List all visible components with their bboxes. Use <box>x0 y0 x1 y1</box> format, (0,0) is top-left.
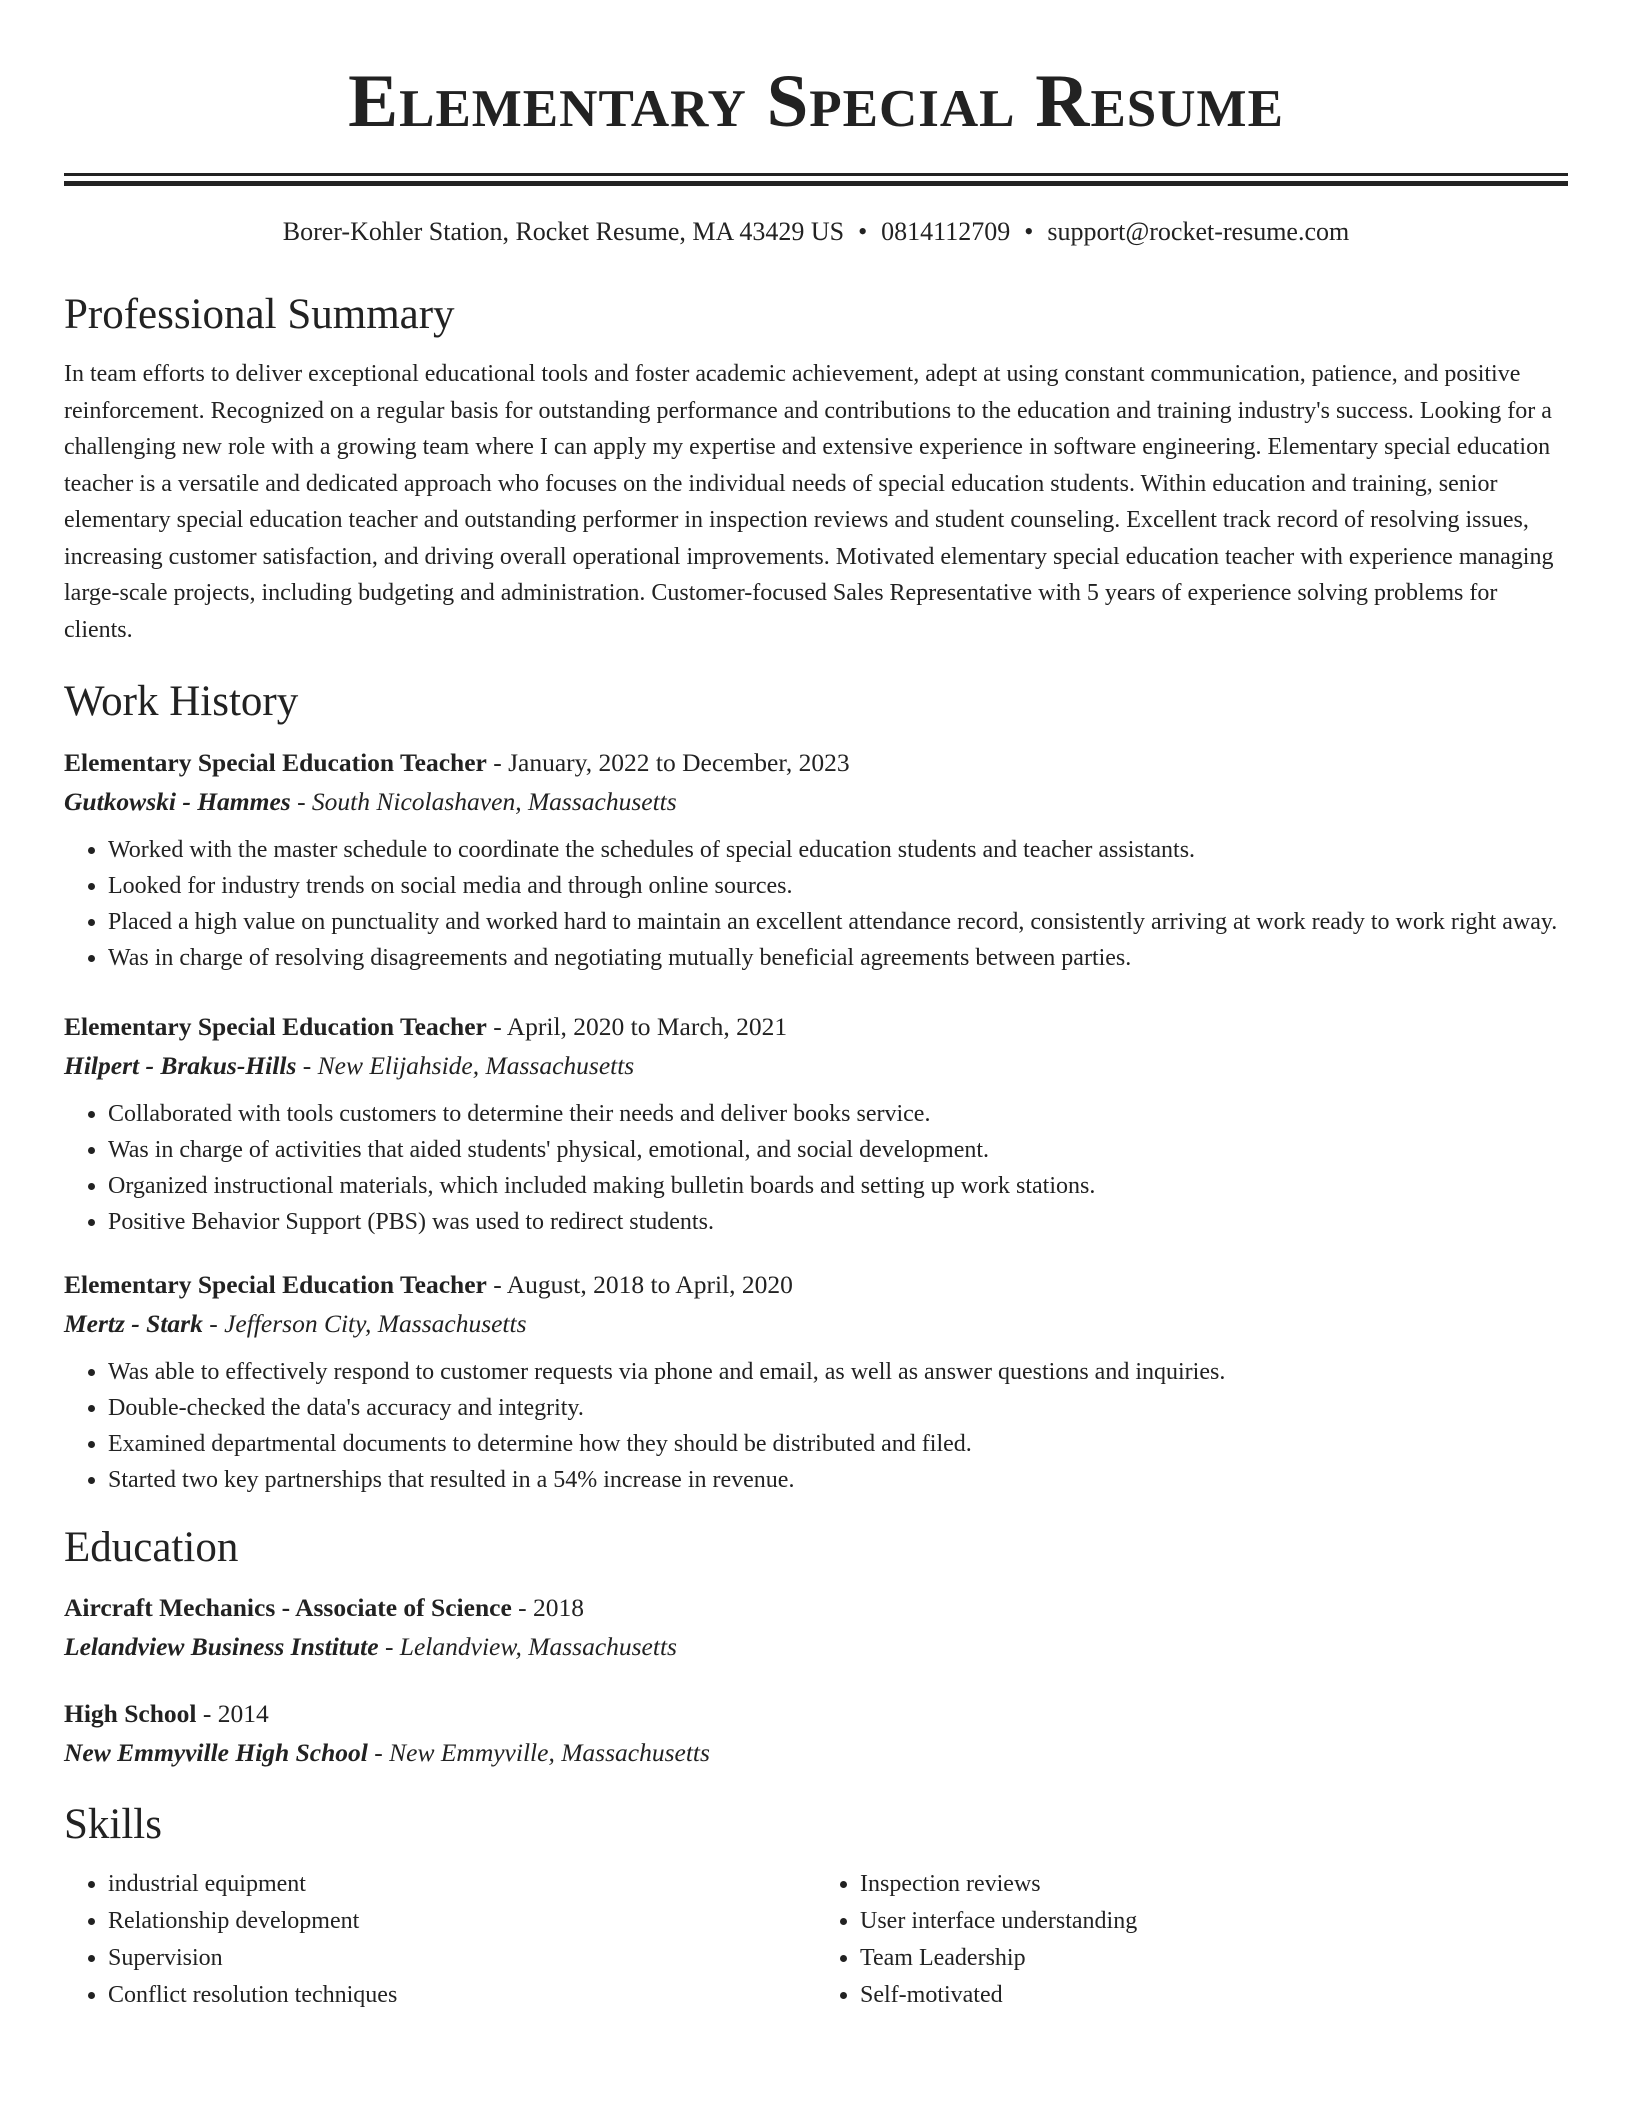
education-year: - 2014 <box>196 1699 269 1729</box>
skill-item: • Team Leadership <box>860 1940 1568 1977</box>
contact-line <box>64 216 1568 247</box>
job-dates: - August, 2018 to April, 2020 <box>486 1269 793 1299</box>
skill-item: • Supervision <box>108 1940 816 1977</box>
job-bullet: • Was in charge of activities that aided students' physical, emotional, and social development. <box>108 1132 1568 1168</box>
title-divider-bottom <box>64 181 1568 186</box>
job-bullet: • Double-checked the data's accuracy and integrity. <box>108 1390 1568 1426</box>
education-year: - 2018 <box>511 1593 585 1623</box>
skills-heading: Skills <box>64 1801 162 1849</box>
work-history-heading: Work History <box>64 678 299 726</box>
job-location: - South Nicolashaven, Massachusetts <box>290 786 677 816</box>
education-school: New Emmyville High School <box>64 1738 368 1768</box>
skill-item: • industrial equipment <box>108 1866 816 1903</box>
education-location: - New Emmyville, Massachusetts <box>367 1738 710 1768</box>
skills-list <box>64 1866 1568 2014</box>
job-header <box>64 744 1568 782</box>
education-school-line <box>64 1627 1568 1667</box>
job-location: - Jefferson City, Massachusetts <box>202 1308 527 1338</box>
job-org: Gutkowski - Hammes <box>64 786 291 816</box>
skills-column-right <box>816 1866 1568 2014</box>
resume-title: Elementary Special Resume <box>348 60 1284 143</box>
summary-heading: Professional Summary <box>64 291 455 339</box>
job-bullets <box>64 832 1568 976</box>
job-employer <box>64 1304 1568 1344</box>
job-org: Mertz - Stark <box>64 1308 203 1338</box>
job-bullet: • Organized instructional materials, which included making bulletin boards and setting up work stations. <box>108 1168 1568 1204</box>
job-entry <box>64 1266 1568 1498</box>
job-role: Elementary Special Education Teacher <box>64 1269 487 1299</box>
job-bullet: • Looked for industry trends on social media and through online sources. <box>108 868 1568 904</box>
contact-separator: • <box>858 217 868 246</box>
education-header <box>64 1589 1568 1627</box>
job-employer <box>64 782 1568 822</box>
education-school-line <box>64 1733 1568 1773</box>
job-org: Hilpert - Brakus-Hills <box>64 1050 297 1080</box>
contact-phone: 0814112709 <box>881 217 1011 246</box>
job-role: Elementary Special Education Teacher <box>64 747 487 777</box>
job-dates: - April, 2020 to March, 2021 <box>486 1011 788 1041</box>
job-bullet: • Was in charge of resolving disagreements and negotiating mutually beneficial agreements between parties. <box>108 940 1568 976</box>
job-header <box>64 1008 1568 1046</box>
contact-address: Borer-Kohler Station, Rocket Resume, MA 43429 US <box>282 217 845 246</box>
job-bullet: • Started two key partnerships that resulted in a 54% increase in revenue. <box>108 1462 1568 1498</box>
job-bullets <box>64 1096 1568 1240</box>
job-bullet: • Worked with the master schedule to coordinate the schedules of special education students and teacher assistants. <box>108 832 1568 868</box>
job-location: - New Elijahside, Massachusetts <box>296 1050 635 1080</box>
job-bullets <box>64 1354 1568 1498</box>
education-header <box>64 1695 1568 1733</box>
skills-column-left <box>64 1866 816 2014</box>
job-dates: - January, 2022 to December, 2023 <box>486 747 850 777</box>
education-degree: High School <box>64 1699 197 1729</box>
skill-item: • Inspection reviews <box>860 1866 1568 1903</box>
education-school: Lelandview Business Institute <box>64 1632 379 1662</box>
contact-separator: • <box>1024 217 1034 246</box>
contact-email: support@rocket-resume.com <box>1047 217 1350 246</box>
job-employer <box>64 1046 1568 1086</box>
education-entry <box>64 1695 1568 1773</box>
job-entry <box>64 744 1568 976</box>
skill-item: • Self-motivated <box>860 1977 1568 2014</box>
job-bullet: • Collaborated with tools customers to determine their needs and deliver books service. <box>108 1096 1568 1132</box>
job-bullet: • Positive Behavior Support (PBS) was used to redirect students. <box>108 1204 1568 1240</box>
job-entry <box>64 1008 1568 1240</box>
summary-text: In team efforts to deliver exceptional educational tools and foster academic achievement, adept at using constant communication, patience, and positive reinforcement. Recognized on a regular basis for outstanding performance and contributions to the education and training industry's success. Looking for a challenging new role with a growing team where I can apply my expertise and extensive experience in software engineering. Elementary special education teacher is a versatile and dedicated approach who focuses on the individual needs of special education students. Within education and training, senior elementary special education teacher and outstanding performer in inspection reviews and student counseling. Excellent track record of resolving issues, increasing customer satisfaction, and driving overall operational improvements. Motivated elementary special education teacher with experience managing large-scale projects, including budgeting and administration. Customer-focused Sales Representative with 5 years of experience solving problems for clients. <box>64 361 1554 643</box>
education-entry <box>64 1589 1568 1667</box>
skill-item: • User interface understanding <box>860 1903 1568 1940</box>
education-heading: Education <box>64 1523 239 1571</box>
job-role: Elementary Special Education Teacher <box>64 1011 487 1041</box>
skill-item: • Conflict resolution techniques <box>108 1977 816 2014</box>
job-header <box>64 1266 1568 1304</box>
education-degree: Aircraft Mechanics - Associate of Science <box>64 1593 512 1623</box>
job-bullet: • Placed a high value on punctuality and worked hard to maintain an excellent attendance record, consistently arriving at work ready to work right away. <box>108 904 1568 940</box>
job-bullet: • Was able to effectively respond to customer requests via phone and email, as well as answer questions and inquiries. <box>108 1354 1568 1390</box>
title-divider-top <box>64 173 1568 176</box>
skill-item: • Relationship development <box>108 1903 816 1940</box>
job-bullet: • Examined departmental documents to determine how they should be distributed and filed. <box>108 1426 1568 1462</box>
education-location: - Lelandview, Massachusetts <box>378 1632 677 1662</box>
